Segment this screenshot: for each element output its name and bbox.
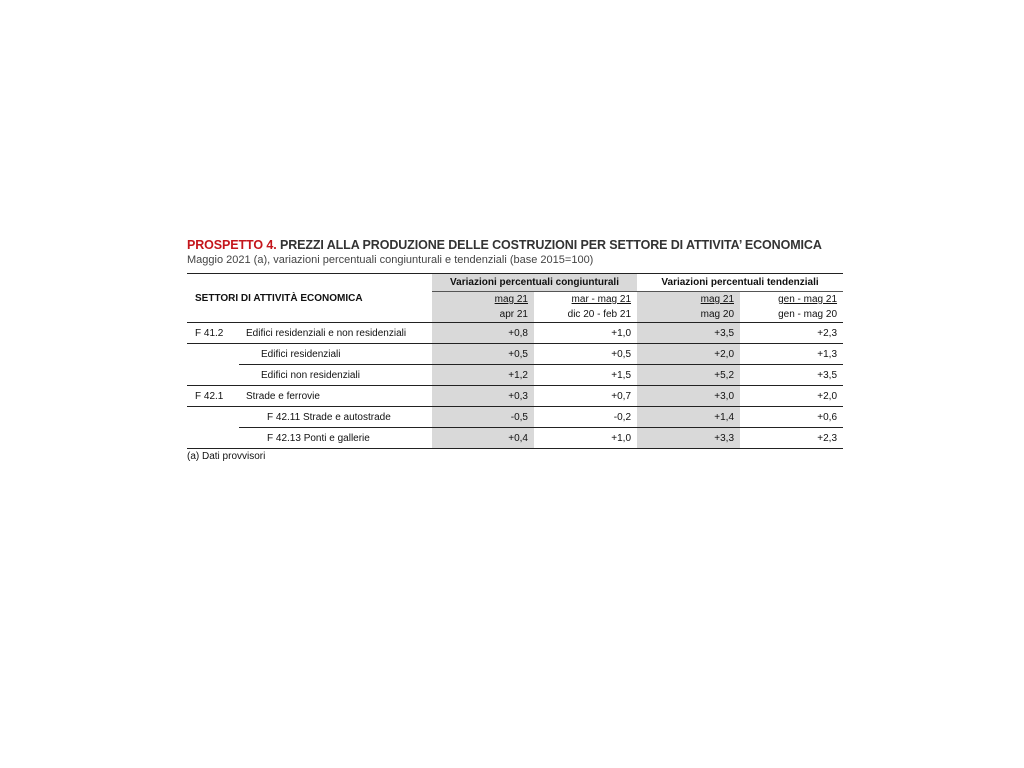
table-title — [187, 238, 843, 252]
period-bottom-1: apr 21 — [432, 307, 534, 323]
period-top-2: mar - mag 21 — [571, 294, 632, 305]
row-label: F 42.13 Ponti e gallerie — [239, 428, 432, 449]
row-code — [187, 365, 239, 386]
title-label: PROSPETTO 4. — [187, 238, 277, 252]
cell-value: +3,5 — [637, 323, 740, 344]
cell-value: +3,5 — [740, 365, 843, 386]
cell-value: +1,0 — [534, 323, 637, 344]
table-row — [187, 386, 843, 407]
cell-value: -0,2 — [534, 407, 637, 428]
cell-value: +1,4 — [637, 407, 740, 428]
table-row — [187, 344, 843, 365]
cell-value: +2,0 — [637, 344, 740, 365]
period-top-4: gen - mag 21 — [778, 294, 838, 305]
cell-value: +0,8 — [432, 323, 534, 344]
table-subtitle: Maggio 2021 (a), variazioni percentuali congiunturali e tendenziali (base 2015=100) — [187, 254, 594, 266]
title-text: PREZZI ALLA PRODUZIONE DELLE COSTRUZIONI PER SETTORE DI ATTIVITA’ ECONOMICA — [276, 238, 822, 252]
cell-value: +2,3 — [740, 323, 843, 344]
row-code: F 42.1 — [187, 386, 239, 407]
row-label: Edifici non residenziali — [239, 365, 432, 386]
cell-value: +0,3 — [432, 386, 534, 407]
cell-value: +0,5 — [432, 344, 534, 365]
row-code — [187, 428, 239, 449]
cell-value: +1,3 — [740, 344, 843, 365]
cell-value: +1,0 — [534, 428, 637, 449]
group-header-tendenziali: Variazioni percentuali tendenziali — [637, 274, 843, 292]
period-bottom-4: gen - mag 20 — [740, 307, 843, 323]
cell-value: +3,0 — [637, 386, 740, 407]
cell-value: +3,3 — [637, 428, 740, 449]
row-label: Edifici residenziali — [239, 344, 432, 365]
period-top-3: mag 21 — [637, 292, 740, 308]
document-table-block — [187, 238, 843, 462]
table-row — [187, 407, 843, 428]
period-bottom-3: mag 20 — [637, 307, 740, 323]
cell-value: +2,3 — [740, 428, 843, 449]
row-label: F 42.11 Strade e autostrade — [239, 407, 432, 428]
footnote: (a) Dati provvisori — [187, 451, 266, 462]
cell-value: +0,7 — [534, 386, 637, 407]
cell-value: +2,0 — [740, 386, 843, 407]
cell-value: +0,6 — [740, 407, 843, 428]
sector-column-header: SETTORI DI ATTIVITÀ ECONOMICA — [187, 274, 432, 323]
table-row — [187, 365, 843, 386]
table-row — [187, 428, 843, 449]
row-label: Strade e ferrovie — [239, 386, 432, 407]
cell-value: +0,5 — [534, 344, 637, 365]
row-label: Edifici residenziali e non residenziali — [239, 323, 432, 344]
group-header-congiunturali: Variazioni percentuali congiunturali — [432, 274, 637, 292]
price-table — [187, 273, 843, 449]
cell-value: -0,5 — [432, 407, 534, 428]
row-code: F 41.2 — [187, 323, 239, 344]
period-top-1: mag 21 — [432, 292, 534, 308]
row-code — [187, 407, 239, 428]
cell-value: +1,5 — [534, 365, 637, 386]
row-code — [187, 344, 239, 365]
table-row — [187, 323, 843, 344]
cell-value: +0,4 — [432, 428, 534, 449]
cell-value: +1,2 — [432, 365, 534, 386]
cell-value: +5,2 — [637, 365, 740, 386]
period-bottom-2: dic 20 - feb 21 — [534, 307, 637, 323]
